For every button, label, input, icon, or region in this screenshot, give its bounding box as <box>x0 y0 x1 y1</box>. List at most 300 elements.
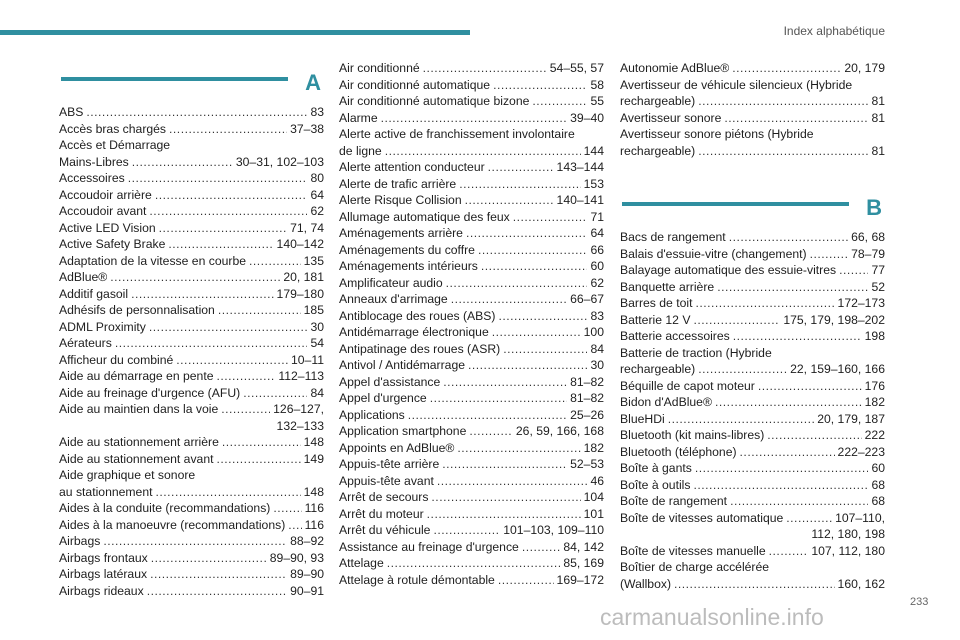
dot-leader <box>131 286 273 303</box>
page-number: 233 <box>910 596 929 608</box>
entry-term: Accès et Démarrage <box>59 138 171 152</box>
dot-leader <box>468 357 587 374</box>
entry-term: Avertisseur de véhicule silencieux (Hybride <box>620 77 853 92</box>
index-entry <box>339 357 604 374</box>
index-entry <box>339 555 604 572</box>
dot-leader <box>466 225 587 242</box>
dot-leader <box>698 361 787 378</box>
section-letter: B <box>866 195 882 220</box>
entry-term: Alerte attention conducteur <box>339 160 485 174</box>
entry-term: (Wallbox) <box>620 576 672 591</box>
dot-leader <box>465 192 554 209</box>
index-entry <box>620 110 885 127</box>
entry-pages: 198 <box>864 329 885 343</box>
index-entry <box>620 493 885 510</box>
index-entry <box>339 308 604 325</box>
entry-pages: 89–90 <box>290 567 324 581</box>
dot-leader <box>222 434 301 451</box>
entry-term: Appuis-tête avant <box>339 473 434 488</box>
entry-pages: 30 <box>310 319 324 334</box>
dot-leader <box>128 170 308 187</box>
index-entry <box>620 543 885 560</box>
dot-leader <box>103 533 287 550</box>
entry-pages: 55 <box>590 94 604 108</box>
entry-term: Boîte de vitesses manuelle <box>620 543 766 558</box>
entry-pages: 54 <box>310 336 324 350</box>
entry-pages: 222–223 <box>837 444 885 459</box>
index-entry <box>59 170 324 187</box>
entry-term: Amplificateur audio <box>339 275 443 290</box>
entry-term: rechargeable) <box>620 362 696 376</box>
dot-leader <box>408 407 567 424</box>
index-entry <box>620 312 885 329</box>
entry-pages-continued: 112, 180, 198 <box>811 527 885 541</box>
dot-leader <box>478 242 587 259</box>
index-entry <box>339 324 604 341</box>
entry-term: Anneaux d'arrimage <box>339 292 448 306</box>
dot-leader <box>437 473 588 490</box>
dot-leader <box>443 374 567 391</box>
dot-leader <box>695 295 834 312</box>
entry-term: Accessoires <box>59 171 125 185</box>
entry-pages: 153 <box>583 176 604 191</box>
dot-leader <box>168 236 273 253</box>
dot-leader <box>698 143 868 160</box>
index-entry <box>620 559 885 592</box>
dot-leader <box>493 77 587 94</box>
entry-pages: 30–31, 102–103 <box>235 154 324 169</box>
index-entry <box>620 411 885 428</box>
index-entry <box>339 225 604 242</box>
entry-term: Air conditionné <box>339 61 420 75</box>
entry-term: Banquette arrière <box>620 279 715 294</box>
index-entry <box>339 242 604 259</box>
entry-term: Airbags latéraux <box>59 567 148 581</box>
entry-term: Appoints en AdBlue® <box>339 440 455 455</box>
entry-pages: 37–38 <box>290 121 324 136</box>
entry-term: Boîte à outils <box>620 477 691 492</box>
entry-pages: 80 <box>310 171 324 185</box>
entry-term: Bluetooth (téléphone) <box>620 444 737 459</box>
index-entry <box>620 394 885 411</box>
entry-pages: 60 <box>590 259 604 273</box>
dot-leader <box>387 555 561 572</box>
entry-pages: 25–26 <box>570 407 604 422</box>
index-column-2 <box>339 60 604 588</box>
dot-leader <box>451 291 567 308</box>
entry-term: au stationnement <box>59 484 153 499</box>
entry-term: Aides à la conduite (recommandations) <box>59 501 271 515</box>
dot-leader <box>273 500 301 517</box>
entry-pages: 66 <box>590 242 604 257</box>
index-entry <box>59 104 324 121</box>
index-entry <box>59 236 324 253</box>
dot-leader <box>176 352 288 369</box>
entry-pages: 160, 162 <box>837 576 885 591</box>
entry-pages: 116 <box>304 501 324 515</box>
entry-pages: 54–55, 57 <box>549 61 604 75</box>
index-entry <box>339 374 604 391</box>
entry-pages: 116 <box>304 517 324 532</box>
entry-pages: 182 <box>583 440 604 455</box>
dot-leader <box>733 328 862 345</box>
entry-term: Airbags <box>59 534 101 548</box>
entry-term: Allumage automatique des feux <box>339 209 510 224</box>
entry-pages: 179–180 <box>276 286 324 301</box>
entry-term: Aménagements intérieurs <box>339 259 478 273</box>
dot-leader <box>469 423 513 440</box>
index-entry <box>620 295 885 312</box>
dot-leader <box>674 576 835 593</box>
entry-term: Barres de toit <box>620 296 693 310</box>
dot-leader <box>810 246 849 263</box>
dot-leader <box>155 187 308 204</box>
entry-pages: 62 <box>310 204 324 218</box>
index-entry <box>620 378 885 395</box>
section-header <box>59 60 324 102</box>
dot-leader <box>156 484 301 501</box>
dot-leader <box>724 110 868 127</box>
entry-pages: 78–79 <box>851 246 885 261</box>
entry-pages: 88–92 <box>290 534 324 548</box>
entry-pages: 100 <box>583 325 604 339</box>
entry-term: AdBlue® <box>59 270 108 284</box>
entry-term: Aérateurs <box>59 336 112 350</box>
entry-pages: 182 <box>864 395 885 409</box>
index-entry <box>59 434 324 451</box>
entry-pages: 135 <box>303 253 324 268</box>
index-entry <box>339 192 604 209</box>
dot-leader <box>693 312 780 329</box>
index-entry <box>620 229 885 246</box>
index-entry <box>620 444 885 461</box>
index-entry <box>620 477 885 494</box>
entry-term: Bluetooth (kit mains-libres) <box>620 428 765 442</box>
entry-pages: 62 <box>590 275 604 290</box>
entry-term: Appel d'urgence <box>339 391 427 405</box>
index-entry <box>59 121 324 138</box>
dot-leader <box>498 572 554 589</box>
entry-term: Aide graphique et sonore <box>59 468 196 482</box>
entry-pages: 39–40 <box>570 110 604 125</box>
index-entry <box>339 489 604 506</box>
entry-term: rechargeable) <box>620 94 696 108</box>
entry-pages: 90–91 <box>290 583 324 598</box>
entry-term: Autonomie AdBlue® <box>620 61 730 75</box>
entry-pages: 222 <box>864 428 885 442</box>
entry-pages: 148 <box>303 435 324 449</box>
entry-term: Air conditionné automatique <box>339 77 491 92</box>
dot-leader <box>715 394 862 411</box>
dot-leader <box>381 110 568 127</box>
entry-term: Avertisseur sonore <box>620 110 722 125</box>
section-divider <box>61 77 288 81</box>
index-entry <box>620 246 885 263</box>
dot-leader <box>218 302 301 319</box>
dot-leader <box>132 154 233 171</box>
index-entry <box>59 566 324 583</box>
entry-term: Arrêt du véhicule <box>339 523 431 537</box>
entry-pages: 26, 59, 166, 168 <box>515 424 604 438</box>
dot-leader <box>423 60 547 77</box>
entry-pages: 84 <box>590 341 604 356</box>
entry-pages: 20, 181 <box>283 270 324 284</box>
index-entry <box>620 77 885 110</box>
dot-leader <box>433 522 500 539</box>
watermark: carmanualsonline.info <box>600 604 824 630</box>
entry-term: Balayage automatique des essuie-vitres <box>620 263 837 277</box>
entry-term: Alerte active de franchissement involontaire <box>339 127 575 141</box>
dot-leader <box>693 477 868 494</box>
index-entry <box>59 368 324 385</box>
dot-leader <box>149 203 307 220</box>
entry-term: de ligne <box>339 143 382 158</box>
entry-pages: 84 <box>310 385 324 400</box>
entry-pages: 101–103, 109–110 <box>503 523 604 537</box>
entry-pages: 149 <box>303 451 324 466</box>
entry-term: Additif gasoil <box>59 286 129 301</box>
entry-pages: 107–110, <box>835 510 885 525</box>
dot-leader <box>288 517 301 534</box>
index-entry <box>59 137 324 170</box>
entry-term: BlueHDi <box>620 411 665 426</box>
entry-pages: 112–113 <box>278 369 324 383</box>
dot-leader <box>499 308 588 325</box>
entry-term: Air conditionné automatique bizone <box>339 94 530 108</box>
entry-pages: 84, 142 <box>563 539 604 554</box>
entry-term: Arrêt du moteur <box>339 506 424 521</box>
index-entry <box>339 473 604 490</box>
entry-pages: 81 <box>871 110 885 125</box>
entry-term: Aides à la manoeuvre (recommandations) <box>59 517 286 532</box>
entry-pages: 148 <box>303 484 324 499</box>
index-entry <box>339 440 604 457</box>
dot-leader <box>110 269 280 286</box>
dot-leader <box>159 220 287 237</box>
entry-pages: 71 <box>590 209 604 224</box>
index-column-3 <box>620 60 885 592</box>
index-entry <box>59 401 324 434</box>
index-entry <box>339 341 604 358</box>
entry-term: ADML Proximity <box>59 319 146 334</box>
section-divider <box>622 202 849 206</box>
index-entry <box>59 286 324 303</box>
index-entry <box>59 517 324 534</box>
entry-pages: 81–82 <box>570 374 604 389</box>
entry-term: Antidémarrage électronique <box>339 325 489 339</box>
entry-term: Appel d'assistance <box>339 374 441 389</box>
entry-term: Alarme <box>339 110 378 125</box>
index-entry <box>59 385 324 402</box>
entry-term: Antiblocage des roues (ABS) <box>339 308 496 323</box>
index-entry <box>620 460 885 477</box>
index-entry <box>59 583 324 600</box>
entry-term: Aide au stationnement arrière <box>59 435 219 449</box>
entry-term: Afficheur du combiné <box>59 352 174 367</box>
entry-term: Antivol / Antidémarrage <box>339 358 466 372</box>
index-entry <box>59 203 324 220</box>
entry-pages: 30 <box>590 358 604 372</box>
entry-term: Boîte de vitesses automatique <box>620 510 784 525</box>
dot-leader <box>740 444 835 461</box>
index-entry <box>59 550 324 567</box>
entry-term: Avertisseur sonore piétons (Hybride <box>620 127 814 141</box>
index-entry <box>59 187 324 204</box>
entry-pages: 89–90, 93 <box>269 550 324 565</box>
index-entry <box>339 390 604 407</box>
entry-pages: 66, 68 <box>851 230 885 244</box>
header-accent-bar <box>0 30 470 35</box>
entry-term: Adhésifs de personnalisation <box>59 303 215 317</box>
dot-leader <box>695 460 869 477</box>
entry-term: Aide au démarrage en pente <box>59 369 214 383</box>
dot-leader <box>730 493 868 510</box>
dot-leader <box>115 335 308 352</box>
dot-leader <box>698 93 868 110</box>
dot-leader <box>427 506 581 523</box>
dot-leader <box>446 275 588 292</box>
index-entry <box>620 328 885 345</box>
entry-term: Alerte de trafic arrière <box>339 176 457 191</box>
entry-pages: 83 <box>590 308 604 323</box>
dot-leader <box>430 390 567 407</box>
dot-leader <box>431 489 580 506</box>
page-header-title: Index alphabétique <box>783 24 885 38</box>
dot-leader <box>503 341 587 358</box>
entry-term: Bacs de rangement <box>620 230 726 244</box>
entry-pages: 107, 112, 180 <box>811 543 885 558</box>
dot-leader <box>385 143 581 160</box>
entry-term: Balais d'essuie-vitre (changement) <box>620 246 807 261</box>
entry-pages: 140–141 <box>556 193 604 207</box>
entry-pages: 20, 179, 187 <box>817 411 885 426</box>
entry-pages: 52 <box>871 279 885 294</box>
entry-term: Béquille de capot moteur <box>620 378 755 393</box>
index-entry <box>59 253 324 270</box>
index-entry <box>620 427 885 444</box>
entry-pages: 10–11 <box>291 352 324 367</box>
entry-term: Alerte Risque Collision <box>339 193 462 207</box>
entry-term: Bidon d'AdBlue® <box>620 395 712 409</box>
dot-leader <box>732 60 841 77</box>
dot-leader <box>221 401 270 418</box>
dot-leader <box>217 368 276 385</box>
entry-term: Accoudoir arrière <box>59 187 152 202</box>
entry-pages: 172–173 <box>837 296 885 310</box>
entry-term: Attelage à rotule démontable <box>339 572 495 587</box>
dot-leader <box>758 378 862 395</box>
entry-pages: 143–144 <box>556 160 604 174</box>
entry-pages: 77 <box>871 263 885 277</box>
dot-leader <box>86 104 307 121</box>
entry-pages: 81 <box>871 94 885 108</box>
index-entry <box>620 345 885 378</box>
entry-pages: 101 <box>583 506 604 521</box>
dot-leader <box>481 258 588 275</box>
entry-term: Aide au maintien dans la voie <box>59 402 219 416</box>
index-entry <box>339 506 604 523</box>
dot-leader <box>717 279 868 296</box>
entry-pages: 68 <box>871 477 885 492</box>
entry-pages: 68 <box>871 494 885 508</box>
entry-term: Aménagements arrière <box>339 226 463 240</box>
dot-leader <box>522 539 560 556</box>
dot-leader <box>767 427 861 444</box>
index-entry <box>339 93 604 110</box>
entry-pages: 22, 159–160, 166 <box>790 362 885 376</box>
entry-term: Active Safety Brake <box>59 237 166 251</box>
index-entry <box>339 110 604 127</box>
section-letter: A <box>305 70 321 95</box>
index-column-1 <box>59 60 324 599</box>
entry-term: Application smartphone <box>339 424 467 438</box>
index-entry <box>339 77 604 94</box>
entry-pages: 60 <box>871 461 885 475</box>
dot-leader <box>492 324 581 341</box>
entry-term: Airbags rideaux <box>59 583 144 598</box>
index-entry <box>339 275 604 292</box>
index-entry <box>339 176 604 193</box>
dot-leader <box>169 121 287 138</box>
entry-pages: 175, 179, 198–202 <box>783 312 885 327</box>
dot-leader <box>668 411 815 428</box>
index-entry <box>59 451 324 468</box>
index-entry <box>620 510 885 543</box>
entry-pages: 104 <box>583 490 604 504</box>
entry-term: Aide au stationnement avant <box>59 451 214 466</box>
index-entry <box>620 279 885 296</box>
dot-leader <box>532 93 587 110</box>
entry-term: Accès bras chargés <box>59 121 167 136</box>
entry-pages: 66–67 <box>570 292 604 306</box>
index-entry <box>59 335 324 352</box>
index-entry <box>339 126 604 159</box>
entry-term: Batterie accessoires <box>620 329 730 343</box>
index-entry <box>620 126 885 159</box>
entry-pages: 81–82 <box>570 391 604 405</box>
entry-term: Attelage <box>339 556 384 570</box>
dot-leader <box>216 451 300 468</box>
dot-leader <box>147 583 287 600</box>
entry-term: Appuis-tête arrière <box>339 457 440 471</box>
index-entry <box>59 269 324 286</box>
entry-term: Airbags frontaux <box>59 550 148 565</box>
index-entry <box>59 319 324 336</box>
entry-pages: 144 <box>583 143 604 158</box>
index-entry <box>620 262 885 279</box>
entry-term: Active LED Vision <box>59 220 156 235</box>
entry-pages: 83 <box>310 105 324 119</box>
entry-pages: 176 <box>864 378 885 393</box>
index-entry <box>339 209 604 226</box>
entry-term: ABS <box>59 105 84 119</box>
index-entry <box>339 407 604 424</box>
dot-leader <box>729 229 848 246</box>
index-entry <box>339 522 604 539</box>
entry-term: Batterie de traction (Hybride <box>620 345 772 360</box>
entry-term: Boîte à gants <box>620 461 692 475</box>
index-entry <box>59 500 324 517</box>
entry-term: Assistance au freinage d'urgence <box>339 539 519 554</box>
dot-leader <box>442 456 567 473</box>
index-entry <box>339 159 604 176</box>
dot-leader <box>149 319 308 336</box>
entry-pages: 64 <box>590 226 604 240</box>
entry-pages: 126–127, <box>273 402 324 416</box>
entry-pages: 64 <box>310 187 324 202</box>
entry-pages-continued: 132–133 <box>276 418 324 433</box>
entry-term: Adaptation de la vitesse en courbe <box>59 253 247 268</box>
